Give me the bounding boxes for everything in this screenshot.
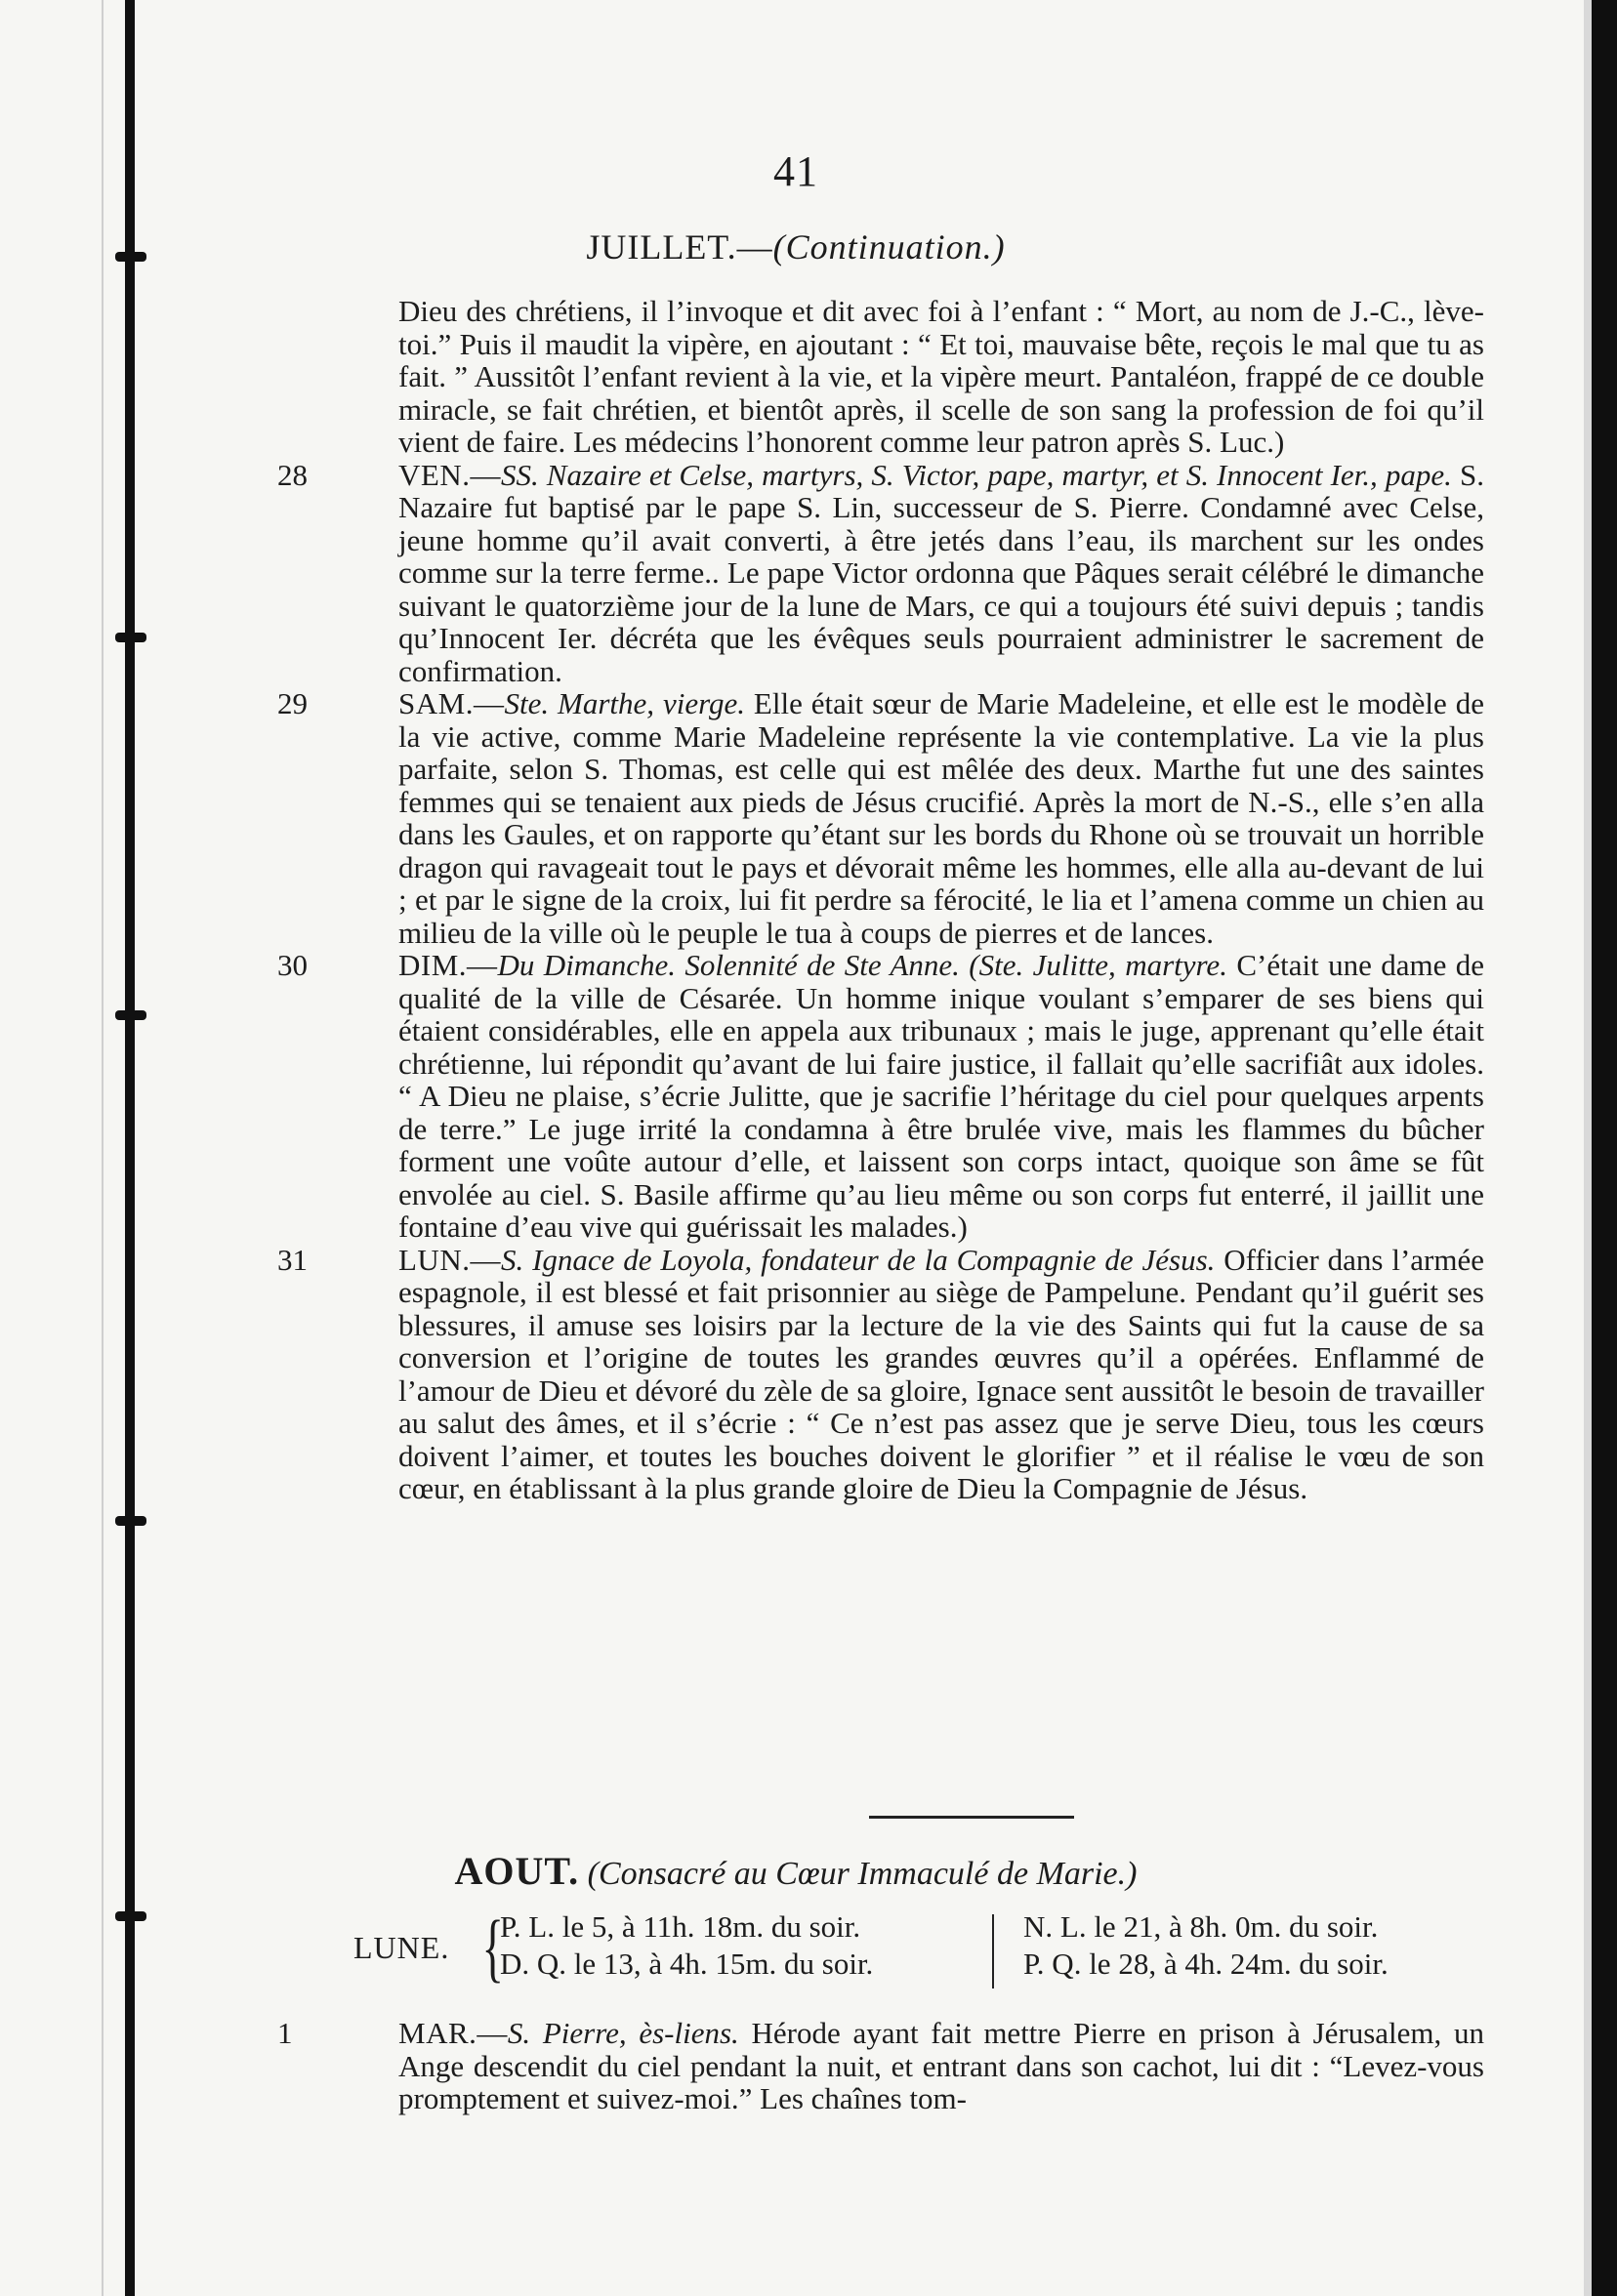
entry-text: Hérode ayant fait mettre Pierre en prison à Jérusalem, un Ange descendit du ciel pendant la nuit, et entrant dans son cachot, lui dit : “Levez-vous promptement et suivez-moi.” Les chaînes tom- (398, 2016, 1484, 2115)
aout-subtitle: (Consacré au Cœur Immaculé de Marie.) (587, 1856, 1138, 1892)
day-abbrev: VEN.— (398, 457, 501, 492)
entry-text: Officier dans l’armée espagnole, il est blessé et fait prisonnier au siège de Pampelune. Pendant qu’il guérit ses blessures, il amuse ses loisirs par la lecture de la vie des Saints qui fut la cause de sa conversion et l’origine de toutes les grandes œuvres qu’il a opérées. Enflammé de l’amour de Dieu et dévoré du zèle de sa gloire, Ignace sent aussitôt le besoin de travailler au salut des âmes, et il s’écrie : “ Ce n’est pas assez que je serve Dieu, tous les cœurs doivent l’aimer, et toutes les bouches doivent le glorifier ” et il réalise le vœu de son cœur, en établissant à la plus grande gloire de Dieu la Compagnie de Jésus. (398, 1242, 1484, 1505)
binding-stitch (115, 1911, 146, 1921)
day-abbrev: MAR.— (398, 2016, 508, 2050)
saint-name: SS. Nazaire et Celse, martyrs, S. Victor, pape, martyr, et S. Innocent Ier., pape. (500, 457, 1452, 492)
lune-label: LUNE. (353, 1930, 450, 1965)
entry-28: 28 VEN.—SS. Nazaire et Celse, martyrs, S. Victor, pape, martyr, et S. Innocent Ier., pape. S. Nazaire fut baptisé par le pape S. Lin, successeur de S. Pierre. Condamné avec Celse, jeune homme qu’il avait converti, à être jetés dans l’eau, ils marchent sur les ondes comme sur la terre ferme.. Le pape Victor ordonna que Pâques serait célébré le dimanche suivant le quatorzième jour de la lune de Mars, ce qui a toujours été suivi depuis ; tandis qu’Innocent Ier. décréta que les évêques seuls pourraient administrer le sacrement de confirmation. (277, 457, 1484, 688)
entry-text: S. Nazaire fut baptisé par le pape S. Lin, successeur de S. Pierre. Condamné avec Celse, jeune homme qu’il avait converti, à être jetés dans l’eau, ils marchent sur les ondes comme sur la terre ferme.. Le pape Victor ordonna que Pâques serait célébré le dimanche suivant le quatorzième jour de la lune de Mars, ce qui a toujours été suivi depuis ; tandis qu’Innocent Ier. décréta que les évêques seuls pourraient administrer le sacrement de confirmation. (398, 457, 1484, 688)
phase-separator (992, 1914, 994, 1988)
month-name: JUILLET.— (586, 227, 773, 266)
entry-30: 30 DIM.—Du Dimanche. Solennité de Ste Anne. (Ste. Julitte, martyre. C’était une dame de qualité de la ville de Césarée. Un homme inique voulant s’emparer de ses biens qui étaient considérables, elle en appela aux tribunaux ; mais le juge, apprenant qu’elle était chrétienne, lui répondit qu’avant de lui faire justice, il fallait qu’elle sacrifiât aux idoles. “ A Dieu ne plaise, s’écrie Julitte, que je sacrifie l’héritage du ciel pour quelques arpents de terre.” Le juge irrité la condamna à être brulée vive, mais les flammes du bûcher forment une voûte autour d’elle, et laissent son corps intact, quoique son âme se fût envolée au ciel. S. Basile affirme qu’au lieu même ou son corps fut enterré, il jaillit une fontaine d’eau vive qui guérissait les malades.) (277, 948, 1485, 1244)
month-note: (Continuation.) (772, 227, 1006, 266)
saint-name: Du Dimanche. Solennité de Ste Anne. (Ste. Julitte, martyre. (497, 948, 1227, 982)
day-abbrev: DIM.— (398, 948, 498, 982)
entry-text: Dieu des chrétiens, il l’invoque et dit avec foi à l’enfant : “ Mort, au nom de J.-C., lève-toi.” Puis il maudit la vipère, en ajoutant : “ Et toi, mauvaise bête, reçois le mal que tu as fait. ” Aussitôt l’enfant revient à la vie, et la vipère meurt. Pantaléon, frappé de ce double miracle, se fait chrétien, et bientôt après, il scelle de son sang la profession de foi qu’il vient de faire. Les médecins l’honorent comme leur patron après S. Luc.) (398, 294, 1484, 459)
entry-29: 29 SAM.—Ste. Marthe, vierge. Elle était sœur de Marie Madeleine, et elle est le modèle de la vie active, comme Marie Madeleine représente la vie contemplative. La vie la plus parfaite, selon S. Thomas, est celle qui est mêlée des deux. Marthe fut une des saintes femmes qui se tenaient aux pieds de Jésus crucifié. Après la mort de N.-S., elle s’en alla dans les Gaules, et on rapporte qu’étant sur les bords du Rhone où se trouvait un horrible dragon qui ravageait tout le pays et dévorait même les hommes, elle alla au-devant de lui ; et par le signe de la croix, lui fit perdre sa férocité, le lia et l’amena comme un chien au milieu de la ville où le peuple le tua à coups de pierres et de lances. (277, 686, 1484, 950)
entry-text: Elle était sœur de Marie Madeleine, et elle est le modèle de la vie active, comme Marie Madeleine représente la vie contemplative. La vie la plus parfaite, selon S. Thomas, est celle qui est mêlée des deux. Marthe fut une des saintes femmes qui se tenaient aux pieds de Jésus crucifié. Après la mort de N.-S., elle s’en alla dans les Gaules, et on rapporte qu’étant sur les bords du Rhone où se trouvait un horrible dragon qui ravageait tout le pays et dévorait même les hommes, elle alla au-devant de lui ; et par le signe de la croix, lui fit perdre sa férocité, le lia et l’amena comme un chien au milieu de la ville où le peuple le tua à coups de pierres et de lances. (398, 686, 1484, 950)
entry-aout-1: 1 MAR.—S. Pierre, ès-liens. Hérode ayant fait mettre Pierre en prison à Jérusalem, un Ange descendit du ciel pendant la nuit, et entrant dans son cachot, lui dit : “Levez-vous promptement et suivez-moi.” Les chaînes tom- (277, 2016, 1484, 2115)
juillet-entries (277, 294, 1485, 1505)
entry-text: C’était une dame de qualité de la ville de Césarée. Un homme inique voulant s’emparer de ses biens qui étaient considérables, elle en appela aux tribunaux ; mais le juge, apprenant qu’elle était chrétienne, lui répondit qu’avant de lui faire justice, il fallait qu’elle sacrifiât aux idoles. “ A Dieu ne plaise, s’écrie Julitte, que je sacrifie l’héritage du ciel pour quelques arpents de terre.” Le juge irrité la condamna à être brulée vive, mais les flammes du bûcher forment une voûte autour d’elle, et laissent son corps intact, quoique son âme se fût envolée au ciel. S. Basile affirme qu’au lieu même ou son corps fut enterré, il jaillit une fontaine d’eau vive qui guérissait les malades.) (398, 948, 1485, 1244)
saint-name: Ste. Marthe, vierge. (504, 686, 745, 720)
day-abbrev: LUN.— (398, 1242, 501, 1277)
aout-header (0, 1848, 1592, 1894)
section-divider (869, 1816, 1074, 1819)
day-abbrev: SAM.— (398, 686, 505, 720)
entry-continuation (338, 295, 1484, 459)
phase-line: N. L. le 21, à 8h. 0m. du soir. (1023, 1909, 1379, 1944)
saint-name: S. Pierre, ès-liens. (507, 2016, 739, 2050)
entry-31: 31 LUN.—S. Ignace de Loyola, fondateur de la Compagnie de Jésus. Officier dans l’armée espagnole, il est blessé et fait prisonnier au siège de Pampelune. Pendant qu’il guérit ses blessures, il amuse ses loisirs par la lecture de la vie des Saints qui fut la cause de sa conversion et l’origine de toutes les grandes œuvres qu’il a opérées. Enflammé de l’amour de Dieu et dévoré du zèle de sa gloire, Ignace sent aussitôt le besoin de travailler au salut des âmes, et il s’écrie : “ Ce n’est pas assez que je serve Dieu, tous les cœurs doivent l’aimer, et toutes les bouches doivent le glorifier ” et il réalise le vœu de son cœur, en établissant à la plus grande gloire de Dieu la Compagnie de Jésus. (277, 1242, 1484, 1505)
brace-glyph: { (481, 1905, 504, 1989)
binding-stitch (115, 1516, 146, 1526)
phases-left (500, 1908, 873, 1983)
binding-spine (125, 0, 135, 2296)
page-number: 41 (773, 147, 818, 195)
binding-shadow (102, 0, 104, 2296)
saint-name: S. Ignace de Loyola, fondateur de la Compagnie de Jésus. (500, 1242, 1216, 1277)
phase-line: D. Q. le 13, à 4h. 15m. du soir. (500, 1947, 874, 1981)
phases-right (1023, 1908, 1389, 1983)
page-edge (1584, 0, 1592, 2296)
binding-stitch (115, 1010, 146, 1020)
aout-entries (277, 2016, 1484, 2115)
aout-title: AOUT. (454, 1849, 580, 1893)
binding-stitch (115, 633, 146, 642)
page-edge-shadow (1592, 0, 1617, 2296)
phase-line: P. Q. le 28, à 4h. 24m. du soir. (1023, 1947, 1389, 1981)
month-header (0, 226, 1592, 267)
lune-phases (353, 1905, 1486, 1996)
phase-line: P. L. le 5, à 11h. 18m. du soir. (500, 1909, 861, 1944)
